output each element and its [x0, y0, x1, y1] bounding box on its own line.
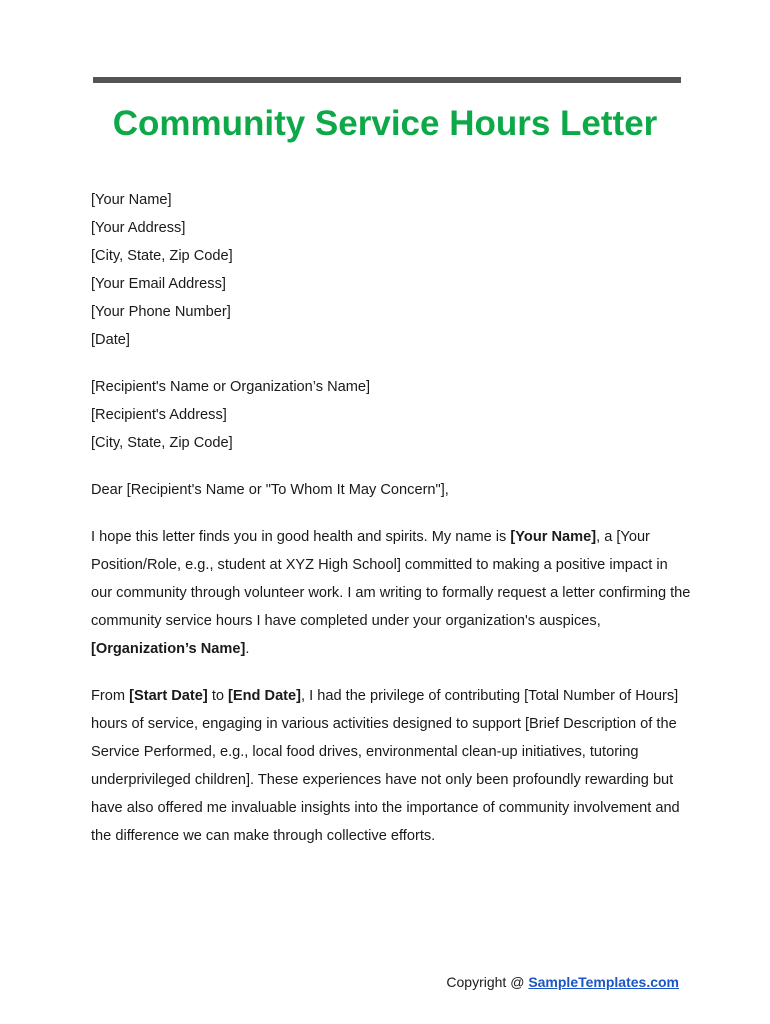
top-rule: [93, 77, 681, 83]
letter-body: [91, 186, 691, 850]
paragraph-service: [91, 682, 691, 850]
sampletemplates-link[interactable]: SampleTemplates.com: [528, 974, 679, 990]
recipient-address: [Recipient's Address]: [91, 407, 227, 423]
recipient-block: [91, 373, 691, 457]
recipient-name: [Recipient's Name or Organization’s Name]: [91, 379, 371, 395]
copyright-footer: [446, 970, 679, 994]
paragraph-intro: [91, 523, 691, 663]
copyright-prefix: Copyright @: [446, 974, 529, 990]
sender-address: [Your Address]: [91, 220, 186, 236]
paragraph-intro-text-2: , a [Your Position/Role, e.g., student at XYZ High School] committed to making a positive impact in our community through volunteer work. I am writing to formally request a letter confirming the community service hours I have completed under your organization's auspices,: [91, 529, 691, 629]
document-title: Community Service Hours Letter: [112, 104, 658, 143]
your-name-placeholder: [Your Name]: [510, 529, 597, 545]
letter-date: [Date]: [91, 332, 130, 348]
sender-email: [Your Email Address]: [91, 276, 226, 292]
start-date-placeholder: [Start Date]: [129, 688, 208, 704]
paragraph-intro-text-3: .: [245, 641, 250, 657]
end-date-placeholder: [End Date]: [228, 688, 302, 704]
organization-name-placeholder: [Organization’s Name]: [91, 641, 246, 657]
paragraph-service-text-2: to: [207, 688, 229, 704]
sender-block: [91, 186, 691, 354]
sender-city: [City, State, Zip Code]: [91, 248, 233, 264]
sender-name: [Your Name]: [91, 192, 172, 208]
recipient-city: [City, State, Zip Code]: [91, 435, 233, 451]
paragraph-service-text-3: , I had the privilege of contributing [Total Number of Hours] hours of service, engaging in various activities designed to support [Brief Description of the Service Performed, e.g., local food drives, environmental clean-up initiatives, tutoring underprivileged children]. These experiences have not only been profoundly rewarding but have also offered me invaluable insights into the importance of community involvement and the difference we can make through collective efforts.: [91, 688, 680, 844]
paragraph-service-text-1: From: [91, 688, 130, 704]
paragraph-intro-text-1: I hope this letter finds you in good health and spirits. My name is: [91, 529, 511, 545]
sender-phone: [Your Phone Number]: [91, 304, 231, 320]
salutation: Dear [Recipient's Name or "To Whom It May Concern"],: [91, 482, 449, 498]
